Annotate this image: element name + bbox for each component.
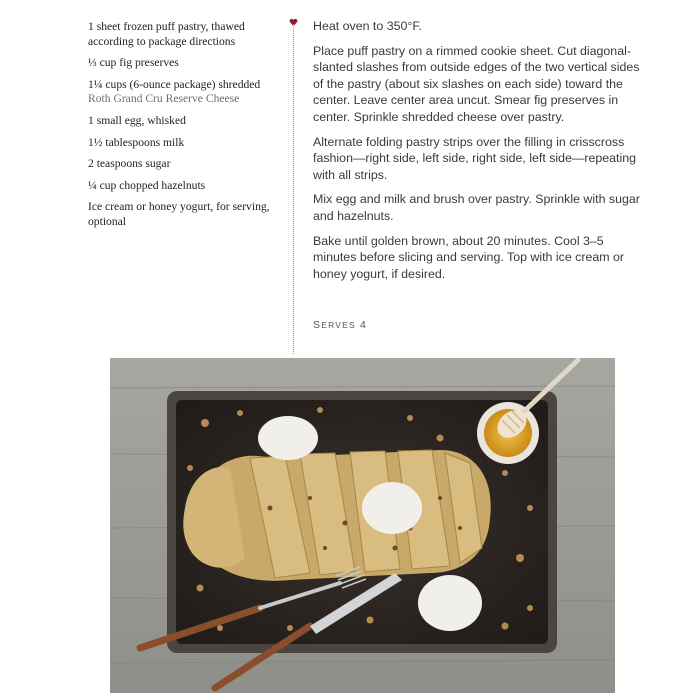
puff-pastry-braid-photo	[110, 358, 615, 693]
pastry-braid	[183, 450, 491, 581]
ingredient-text: 1¼ cups (6-ounce package) shredded	[88, 77, 261, 91]
column-divider	[293, 24, 294, 354]
ingredient-item: Ice cream or honey yogurt, for serving, optional	[88, 200, 270, 228]
ingredient-item: ¼ cup chopped hazelnuts	[88, 178, 206, 192]
ingredient-item: 2 teaspoons sugar	[88, 157, 171, 171]
direction-step: Heat oven to 350°F.	[313, 19, 422, 33]
serves-label	[313, 319, 367, 331]
direction-step: Mix egg and milk and brush over pastry. Sprinkle with sugar and hazelnuts.	[313, 192, 640, 223]
ingredients-list	[88, 20, 278, 237]
serves-count: 4	[360, 319, 368, 331]
direction-step: Place puff pastry on a rimmed cookie sheet. Cut diagonal-slanted slashes from outside edges of the two vertical sides of the pastry (about six slashes on each side) toward the center. Leave center area uncut. Smear fig preserves in center. Sprinkle shredded cheese over pastry.	[313, 43, 640, 124]
cheese-brand-name: Roth Grand Cru Reserve Cheese	[88, 92, 240, 106]
photo-illustration	[110, 358, 615, 693]
direction-step: Bake until golden brown, about 20 minutes. Cool 3–5 minutes before slicing and serving. Top with ice cream or honey yogurt, if desired.	[313, 233, 625, 281]
ingredient-item: 1½ tablespoons milk	[88, 135, 185, 149]
ingredient-item: 1 small egg, whisked	[88, 113, 186, 127]
serves-initial: S	[313, 319, 322, 331]
ingredient-item: ⅓ cup fig preserves	[88, 56, 179, 70]
directions	[313, 18, 643, 290]
ingredient-item: 1 sheet frozen puff pastry, thawed according to package directions	[88, 20, 245, 48]
direction-step: Alternate folding pastry strips over the filling in crisscross fashion—right side, left side, right side, left side—repeating with all strips.	[313, 134, 637, 182]
ingredient-item	[88, 78, 278, 107]
serves-rest: ERVES	[321, 320, 356, 330]
